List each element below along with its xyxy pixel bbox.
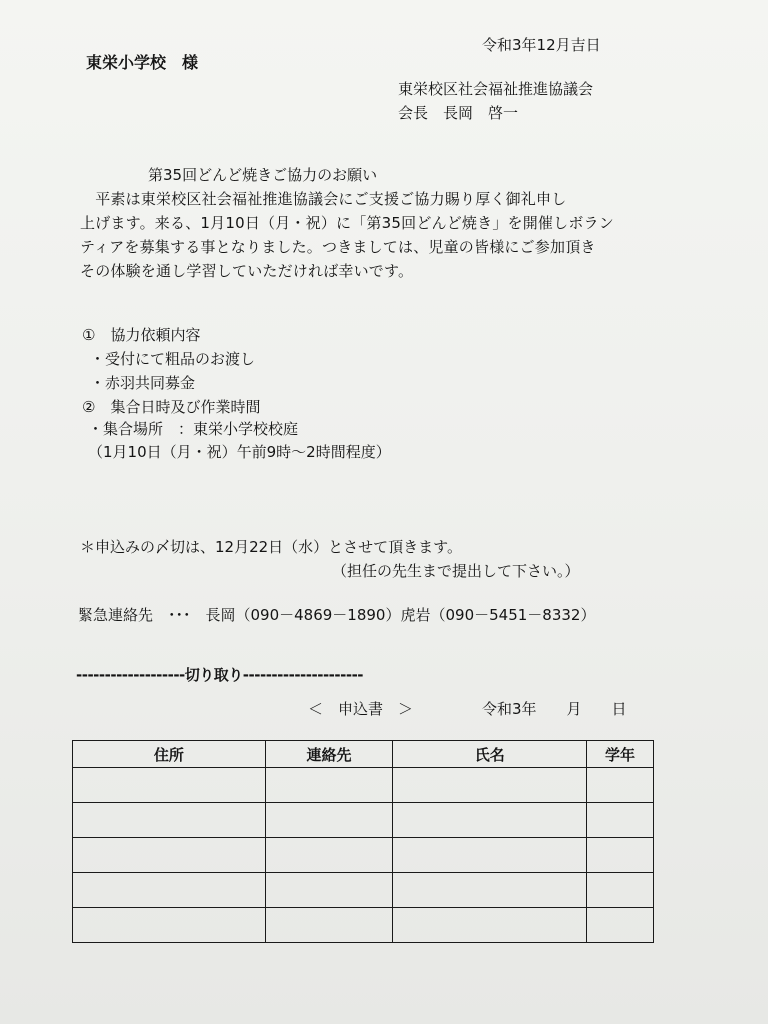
letter-date: 令和3年12月吉日 <box>482 36 601 54</box>
sender-name: 会長 長岡 啓一 <box>398 104 519 122</box>
form-title: ＜ 申込書 ＞ <box>308 700 414 718</box>
meeting-place: ・集合場所 ：東栄小学校校庭 <box>88 420 299 438</box>
application-table <box>72 740 654 942</box>
section2-heading: ② 集合日時及び作業時間 <box>82 398 261 416</box>
address-cell[interactable] <box>73 768 266 803</box>
section1-item: ・赤羽共同募金 <box>90 374 196 392</box>
subject: 第35回どんど焼きご協力のお願い <box>148 166 378 184</box>
cut-line: -------------------切り取り--------------------- <box>76 666 364 684</box>
sender-org: 東栄校区社会福祉推進協議会 <box>398 80 594 98</box>
contact-cell[interactable] <box>265 803 393 838</box>
section1-item: ・受付にて粗品のお渡し <box>90 350 256 368</box>
emergency-contact: 緊急連絡先 ･･･ 長岡（090－4869－1890）虎岩（090－5451－8332） <box>78 606 596 624</box>
grade-cell[interactable] <box>587 873 654 908</box>
grade-cell[interactable] <box>587 838 654 873</box>
grade-cell[interactable] <box>587 803 654 838</box>
body-line: 平素は東栄校区社会福祉推進協議会にご支援ご協力賜り厚く御礼申し <box>80 190 567 208</box>
name-cell[interactable] <box>393 838 587 873</box>
col-header-address: 住所 <box>73 741 266 768</box>
table-row <box>73 873 654 908</box>
name-cell[interactable] <box>393 803 587 838</box>
name-cell[interactable] <box>393 908 587 943</box>
body-line: その体験を通し学習していただければ幸いです。 <box>80 262 414 280</box>
table-row <box>73 838 654 873</box>
col-header-contact: 連絡先 <box>265 741 393 768</box>
contact-cell[interactable] <box>265 873 393 908</box>
grade-cell[interactable] <box>587 768 654 803</box>
table-row <box>73 908 654 943</box>
address-cell[interactable] <box>73 908 266 943</box>
contact-cell[interactable] <box>265 768 393 803</box>
col-header-name: 氏名 <box>393 741 587 768</box>
table-header-row <box>73 741 654 768</box>
contact-cell[interactable] <box>265 908 393 943</box>
form-date: 令和3年 月 日 <box>482 700 627 718</box>
address-cell[interactable] <box>73 838 266 873</box>
body-line: ティアを募集する事となりました。つきましては、児童の皆様にご参加頂き <box>80 238 596 256</box>
name-cell[interactable] <box>393 768 587 803</box>
meeting-time: （1月10日（月・祝）午前9時～2時間程度） <box>88 443 391 461</box>
table-row <box>73 768 654 803</box>
section1-heading: ① 協力依頼内容 <box>82 326 201 344</box>
address-cell[interactable] <box>73 873 266 908</box>
col-header-grade: 学年 <box>587 741 654 768</box>
deadline-note: （担任の先生まで提出して下さい。） <box>332 562 580 580</box>
name-cell[interactable] <box>393 873 587 908</box>
table-row <box>73 803 654 838</box>
recipient: 東栄小学校 様 <box>86 53 199 72</box>
contact-cell[interactable] <box>265 838 393 873</box>
grade-cell[interactable] <box>587 908 654 943</box>
deadline: ＊申込みの〆切は、12月22日（水）とさせて頂きます。 <box>80 538 462 556</box>
body-line: 上げます。来る、1月10日（月・祝）に「第35回どんど焼き」を開催しボラン <box>80 214 614 232</box>
address-cell[interactable] <box>73 803 266 838</box>
